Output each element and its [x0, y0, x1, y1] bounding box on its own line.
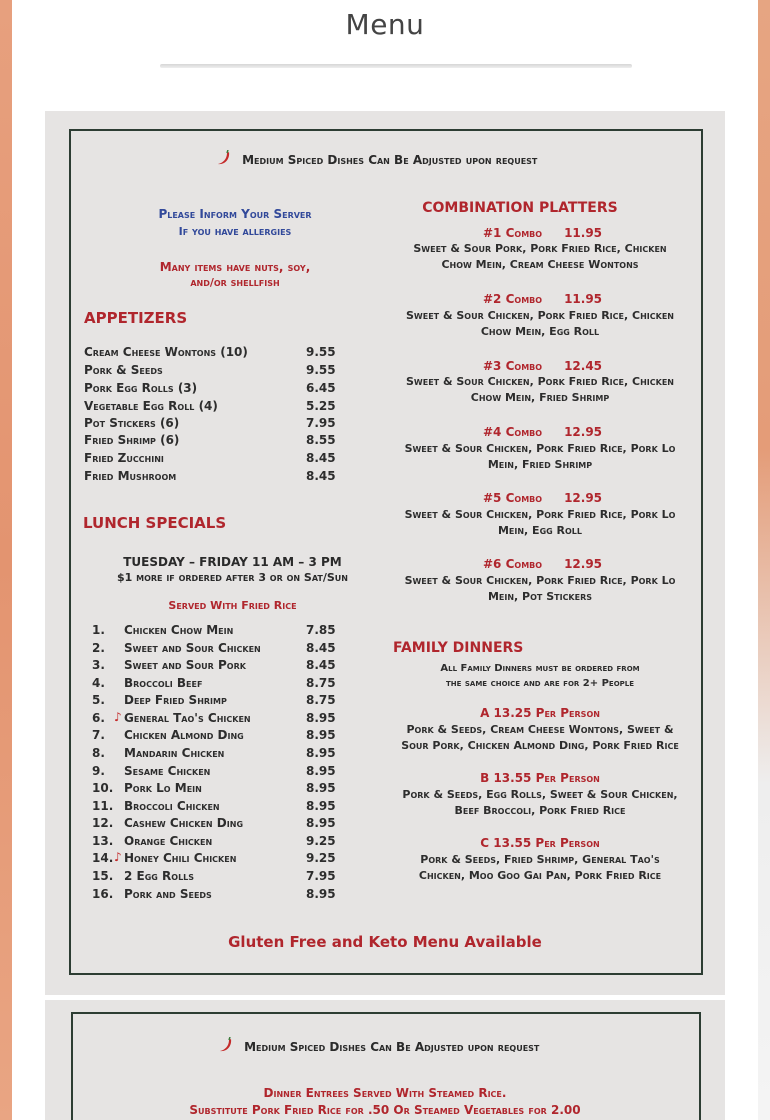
- combo-description: Sweet & Sour Chicken, Pork Fried Rice, Pork Lo Mein, Egg Roll: [404, 508, 676, 537]
- content-card: [12, 0, 758, 1120]
- chili-pepper-icon: ♪: [114, 850, 122, 864]
- combo-title: #3 Combo 12.45: [483, 359, 603, 373]
- lunch-served-with: Served With Fried Rice: [168, 599, 297, 612]
- lunch-specials-heading: LUNCH SPECIALS: [83, 514, 227, 532]
- family-option-description: Pork & Seeds, Egg Rolls, Sweet & Sour Chicken, Beef Broccoli, Pork Fried Rice: [402, 788, 678, 817]
- family-dinners-heading: FAMILY DINNERS: [393, 640, 524, 656]
- spice-notice: Medium Spiced Dishes Can Be Adjusted upon request: [217, 1036, 637, 1055]
- combo-description: Sweet & Sour Chicken, Pork Fried Rice, Pork Lo Mein, Fried Shrimp: [404, 442, 676, 471]
- combo-description: Sweet & Sour Pork, Pork Fried Rice, Chicken Chow Mein, Cream Cheese Wontons: [413, 242, 667, 271]
- combo-title: #4 Combo 12.95: [483, 425, 603, 439]
- family-dinners-note: All Family Dinners must be ordered from the same choice and are for 2+ People: [440, 663, 640, 689]
- combo-title: #6 Combo 12.95: [483, 557, 603, 571]
- lunch-hours: TUESDAY – FRIDAY 11 AM – 3 PM: [123, 555, 342, 569]
- dinner-entrees-note: Dinner Entrees Served With Steamed Rice.: [263, 1086, 507, 1100]
- allergy-notice: Please Inform Your Server If you have allergies: [158, 207, 312, 238]
- combination-platters-heading: COMBINATION PLATTERS: [422, 200, 618, 216]
- combo-description: Sweet & Sour Chicken, Pork Fried Rice, Chicken Chow Mein, Fried Shrimp: [406, 375, 674, 404]
- gluten-free-notice: Gluten Free and Keto Menu Available: [228, 933, 542, 951]
- combo-description: Sweet & Sour Chicken, Pork Fried Rice, Chicken Chow Mein, Egg Roll: [406, 309, 674, 338]
- chili-pepper-icon: [215, 150, 231, 166]
- substitute-note: Substitute Pork Fried Rice for .50 Or Steamed Vegetables for 2.00: [189, 1103, 581, 1117]
- family-option-title: C 13.55 Per Person: [480, 836, 600, 850]
- spice-notice: Medium Spiced Dishes Can Be Adjusted upon request: [215, 149, 615, 168]
- menu-image-page-1[interactable]: Medium Spiced Dishes Can Be Adjusted upon request Please Inform Your Server If you have allergies Many items have nuts, soy, and/or shellfish APPETIZERS Cream Cheese Wontons (10) 9.55 Pork & Seeds 9.55 Pork Egg Rolls (3) 6.45 Vegetable Egg Roll (4) 5.25 Pot Stickers (6) 7.95 Fried Shrimp (6) 8.55 Fried Zucchini 8.45 Fried Mushroom 8.45 LUNCH SPECIALS TUESDAY – FRIDAY 11 AM – 3 PM $1 more if ordered after 3 or on Sat/Sun Served With Fried Rice 1. Chicken Chow Mein 7.85 2. Sweet and Sour Chicken 8.45 3. Sweet and Sour Pork 8.45 4. Broccoli Beef 8.75 5. Deep Fried Shrimp 8.75 6. ♪ General Tao's Chicken 8.95 7. Chicken Almond Ding 8.95 8. Mandarin Chicken 8.95 9. Sesame Chicken 8.95 10. Pork Lo Mein 8.95 11. Broccoli Chicken 8.95 12. Cashew Chicken Ding 8.95 13. Orange Chicken 9.25 14. ♪ Honey Chili Chicken 9.25 15. 2 Egg Rolls 7.95 16. Pork and Seeds 8.95 COMBINATION PLATTERS #1 Combo 11.95 Sweet & Sour Pork, Pork Fried Rice, Chicken Chow Mein, Cream Cheese Wontons #2 Combo 11.95 Sweet & Sour Chicken, Pork Fried Rice, Chicken Chow Mein, Egg Roll #3 Combo 12.45 Sweet & Sour Chicken, Pork Fried Rice, Chicken Chow Mein, Fried Shrimp #4 Combo 12.95 Sweet & Sour Chicken, Pork Fried Rice, Pork Lo Mein, Fried Shrimp #5 Combo 12.95 Sweet & Sour Chicken, Pork Fried Rice, Pork Lo Mein, Egg Roll #6 Combo 12.95 Sweet & Sour Chicken, Pork Fried Rice, Pork Lo Mein, Pot Stickers FAMILY DINNERS All Family Dinners must be ordered from the same choice and are for 2+ People A 13.25 Per Person Pork & Seeds, Cream Cheese Wontons, Sweet & Sour Pork, Chicken Almond Ding, Pork Fried Rice B 13.55 Per Person Pork & Seeds, Egg Rolls, Sweet & Sour Chicken, Beef Broccoli, Pork Fried Rice C 13.55 Per Person Pork & Seeds, Fried Shrimp, General Tao's Chicken, Moo Goo Gai Pan, Pork Fried Rice Gluten Free and Keto Menu Available: [45, 111, 725, 995]
- page-title: Menu: [345, 8, 425, 41]
- combo-title: #2 Combo 11.95: [483, 292, 603, 306]
- title-divider: [160, 64, 632, 68]
- page-background-left: [0, 0, 12, 1120]
- page-background-right: [756, 0, 770, 1120]
- family-option-title: A 13.25 Per Person: [480, 706, 600, 720]
- chili-pepper-icon: ♪: [114, 710, 122, 724]
- appetizers-heading: APPETIZERS: [84, 309, 188, 327]
- family-option-description: Pork & Seeds, Cream Cheese Wontons, Sweet & Sour Pork, Chicken Almond Ding, Pork Fried Rice: [401, 723, 679, 752]
- family-option-title: B 13.55 Per Person: [480, 771, 600, 785]
- allergens-notice: Many items have nuts, soy, and/or shellfish: [159, 260, 311, 289]
- lunch-surcharge: $1 more if ordered after 3 or on Sat/Sun: [116, 571, 349, 584]
- combo-title: #5 Combo 12.95: [483, 491, 603, 505]
- combo-description: Sweet & Sour Chicken, Pork Fried Rice, Pork Lo Mein, Pot Stickers: [404, 574, 676, 603]
- combo-title: #1 Combo 11.95: [483, 226, 603, 240]
- menu-image-page-2[interactable]: [45, 1000, 725, 1120]
- family-option-description: Pork & Seeds, Fried Shrimp, General Tao's Chicken, Moo Goo Gai Pan, Pork Fried Rice: [418, 853, 662, 882]
- chili-pepper-icon: [217, 1037, 233, 1053]
